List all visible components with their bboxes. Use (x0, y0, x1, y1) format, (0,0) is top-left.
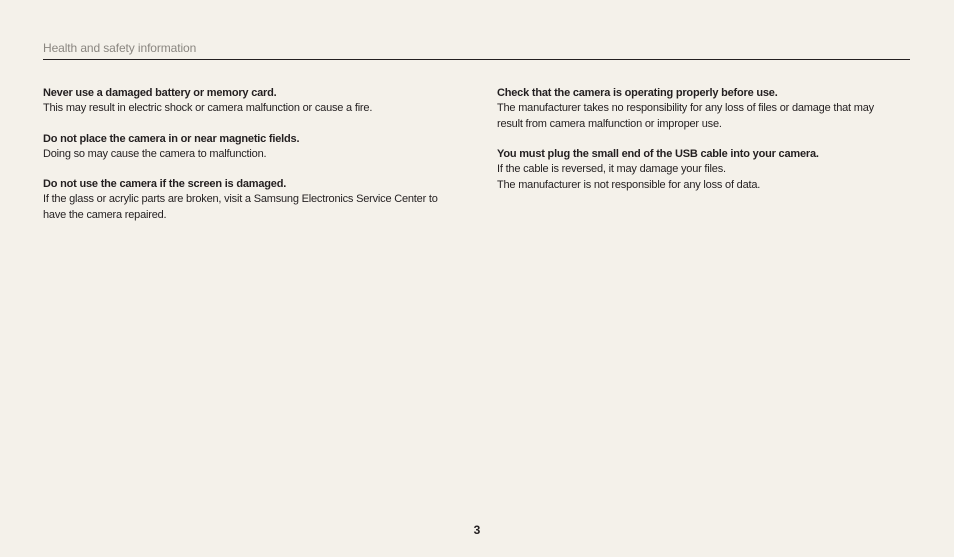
safety-item (43, 176, 463, 223)
safety-item-text: If the glass or acrylic parts are broken, visit a Samsung Electronics Service Center to (43, 193, 438, 205)
safety-item (497, 85, 917, 132)
safety-item-text: The manufacturer is not responsible for any loss of data. (497, 178, 761, 191)
safety-item-text: Doing so may cause the camera to malfunction. (43, 147, 267, 160)
safety-item-title: Do not place the camera in or near magnetic fields. (43, 132, 300, 145)
safety-item-text: The manufacturer takes no responsibility for any loss of files or damage that may (497, 102, 874, 114)
safety-item-text: have the camera repaired. (43, 208, 167, 221)
header-divider (43, 59, 910, 60)
left-column (43, 85, 463, 237)
safety-item (43, 131, 463, 163)
safety-item-title: Never use a damaged battery or memory card. (43, 87, 277, 99)
safety-item-text: This may result in electric shock or camera malfunction or cause a fire. (43, 102, 373, 114)
safety-item-title: Check that the camera is operating properly before use. (497, 87, 778, 99)
safety-item (43, 85, 463, 117)
right-column (497, 85, 917, 207)
safety-item (497, 146, 917, 193)
safety-item-title: Do not use the camera if the screen is damaged. (43, 178, 287, 190)
section-title: Health and safety information (43, 41, 197, 55)
safety-item-text: If the cable is reversed, it may damage your files. (497, 163, 726, 175)
safety-item-text: result from camera malfunction or improper use. (497, 117, 722, 130)
page-number: 3 (473, 523, 481, 537)
safety-item-title: You must plug the small end of the USB cable into your camera. (497, 148, 819, 160)
